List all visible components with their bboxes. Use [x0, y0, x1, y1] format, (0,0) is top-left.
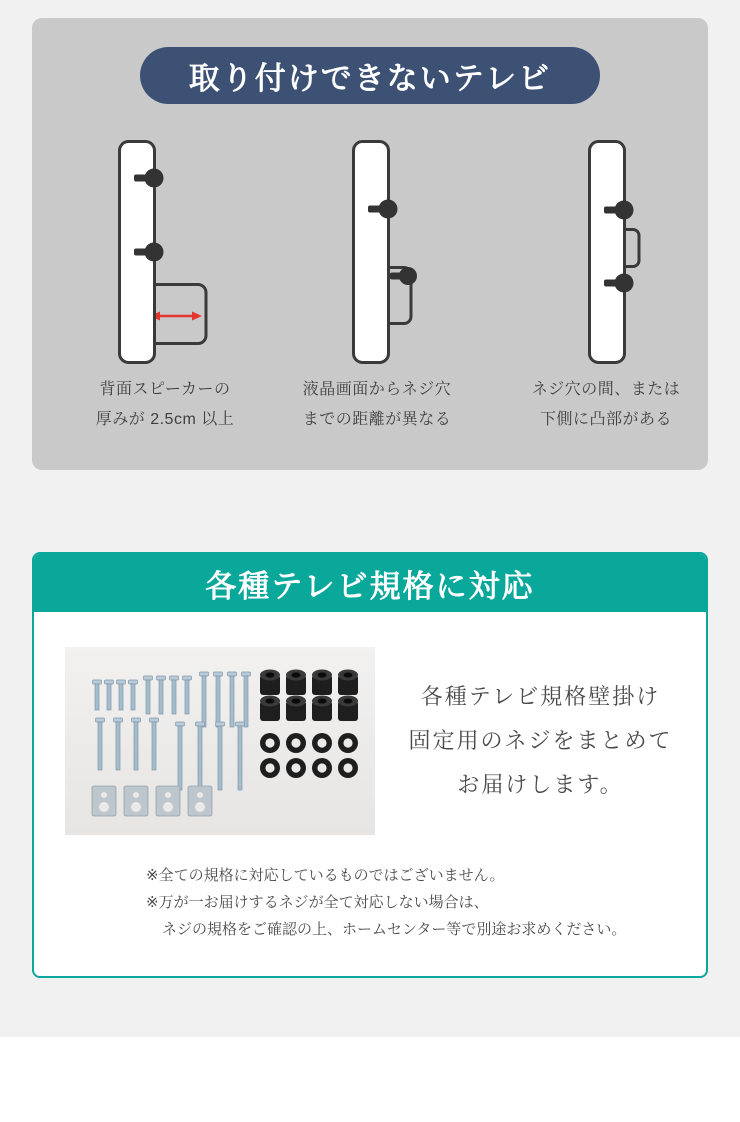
caption-line: までの距離が異なる — [302, 411, 452, 428]
tv-rear-speaker-diagram-icon — [118, 140, 240, 365]
screw-kit-photo — [65, 647, 375, 835]
caption-line: ネジ穴の間、または — [531, 381, 681, 398]
incompatible-title: 取り付けできないテレビ — [188, 61, 552, 96]
diagram-caption-protrusion — [504, 375, 708, 435]
tv-offset-screw-hole-diagram-icon — [352, 140, 442, 365]
note-line: ※全ての規格に対応しているものではございません。 — [146, 867, 505, 884]
description-line: 各種テレビ規格壁掛け — [420, 684, 661, 709]
caption-line: 液晶画面からネジ穴 — [302, 381, 452, 398]
standards-notes — [146, 862, 626, 943]
note-line: ※万が一お届けするネジが全て対応しない場合は、 — [146, 894, 489, 911]
diagram-caption-distance — [247, 375, 507, 435]
description-line: お届けします。 — [457, 772, 624, 797]
incompatible-title-badge — [140, 47, 600, 104]
standards-title-bar — [34, 554, 706, 612]
bottom-white-strip — [0, 1037, 740, 1122]
caption-line: 下側に凸部がある — [539, 411, 672, 428]
standards-section — [32, 552, 708, 978]
incompatible-tv-section — [32, 18, 708, 470]
tv-protrusion-diagram-icon — [588, 140, 646, 365]
standards-title: 各種テレビ規格に対応 — [205, 568, 535, 604]
note-line: ネジの規格をご確認の上、ホームセンター等で別途お求めください。 — [162, 921, 627, 938]
standards-body — [34, 612, 706, 976]
caption-line: 背面スピーカーの — [99, 381, 231, 398]
standards-description — [375, 647, 706, 835]
description-line: 固定用のネジをまとめて — [408, 728, 673, 753]
caption-line: 厚みが 2.5cm 以上 — [95, 411, 235, 428]
